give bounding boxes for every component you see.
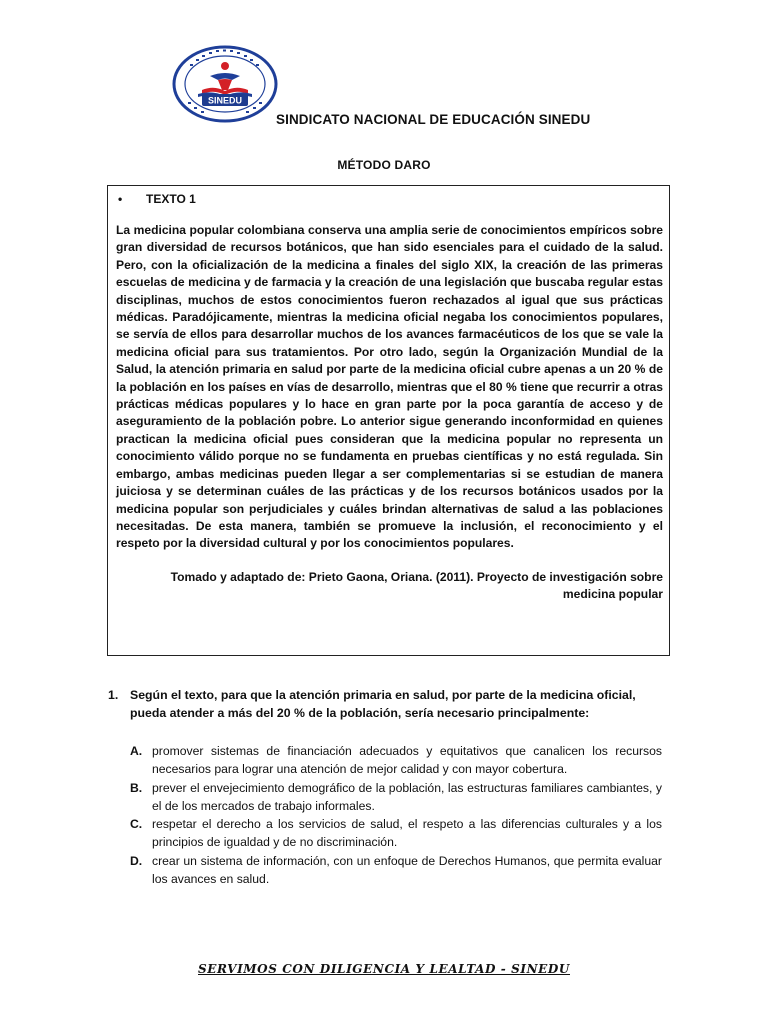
reading-text-box — [107, 185, 670, 656]
option-text: respetar el derecho a los servicios de salud, el respeto a las diferencias culturales y a los principios de igualdad y de no discriminación. — [152, 817, 662, 850]
question-text: Según el texto, para que la atención primaria en salud, por parte de la medicina oficial, pueda atender a más del 20 % de la población, sería necesario principalmente: — [130, 688, 636, 720]
bullet-icon: • — [118, 192, 123, 206]
option-text: crear un sistema de información, con un enfoque de Derechos Humanos, que permita evaluar los avances en salud. — [152, 853, 662, 887]
option-letter: D. — [130, 853, 143, 868]
option-c[interactable] — [130, 815, 662, 852]
option-a[interactable] — [130, 742, 662, 779]
option-b[interactable] — [130, 779, 662, 816]
option-d[interactable] — [130, 852, 662, 889]
question-number: 1. — [108, 688, 119, 702]
option-text: prever el envejecimiento demográfico de la población, las estructuras familiares cambiantes, y el de los mercados de trabajo informales. — [152, 780, 662, 813]
footer-motto: SERVIMOS CON DILIGENCIA Y LEALTAD - SINEDU — [198, 962, 570, 976]
text-label: TEXTO 1 — [146, 192, 196, 206]
method-title: MÉTODO DARO — [337, 158, 431, 172]
option-letter: B. — [130, 780, 143, 795]
option-text: promover sistemas de financiación adecuados y equitativos que canalicen los recursos necesarios para lograr una atención de mejor calidad y con mayor cobertura. — [152, 744, 662, 777]
question-1 — [108, 686, 663, 722]
reading-passage: La medicina popular colombiana conserva una amplia serie de conocimientos empíricos sobre gran diversidad de recursos botánicos, que han sido esenciales para el cuidado de la salud. Pero, con la oficialización de la medicina a finales del siglo XIX, la creación de las primeras escuelas de medicina y de farmacia y la creación de una legislación que buscaba regular estas disciplinas, muchos de estos conocimientos fueron rechazados al igual que sus prácticas médicas. Paradójicamente, mientras la medicina oficial negaba los conocimientos populares, se servía de ellos para desarrollar muchos de los avances farmacéuticos de los que se vale la medicina oficial para sus tratamientos. Por otro lado, según la Organización Mundial de la Salud, la atención primaria en salud por parte de la medicina oficial cubre apenas a un 20 % de la población en los países en vías de desarrollo, mientras que el 80 % tiene que recurrir a otras prácticas médicas populares y lo hace en gran parte por la poca garantía de acceso y de aseguramiento de la población pobre. Lo anterior sigue generando inconformidad en quienes practican la medicina oficial pues consideran que la medicina popular no representa un conocimiento válido porque no se fundamenta en pruebas científicas y no está regulada. Sin embargo, ambas medicinas pueden llegar a ser complementarias si se estudian de manera juiciosa y se determinan cuáles de las prácticas y de los recursos botánicos usados por la medicina popular son perjudiciales y cuáles brindan alternativas de salud a las poblaciones necesitadas. De esta manera, también se promueve la inclusión, el reconocimiento y el respeto por la diversidad cultural y por los conocimientos populares. — [116, 223, 663, 551]
logo-banner-text: SINEDU — [207, 95, 243, 106]
answer-options — [130, 742, 662, 888]
option-letter: C. — [130, 817, 143, 832]
source-line-1: Tomado y adaptado de: Prieto Gaona, Oriana. (2011). Proyecto de investigación sobre — [170, 569, 663, 584]
option-letter: A. — [130, 744, 143, 758]
sinedu-logo — [172, 44, 278, 124]
source-citation — [116, 569, 663, 604]
text-heading — [116, 192, 663, 206]
source-line-2: medicina popular — [562, 587, 663, 602]
organization-title: SINDICATO NACIONAL DE EDUCACIÓN SINEDU — [276, 112, 591, 127]
sinedu-logo-graphic — [172, 44, 278, 124]
